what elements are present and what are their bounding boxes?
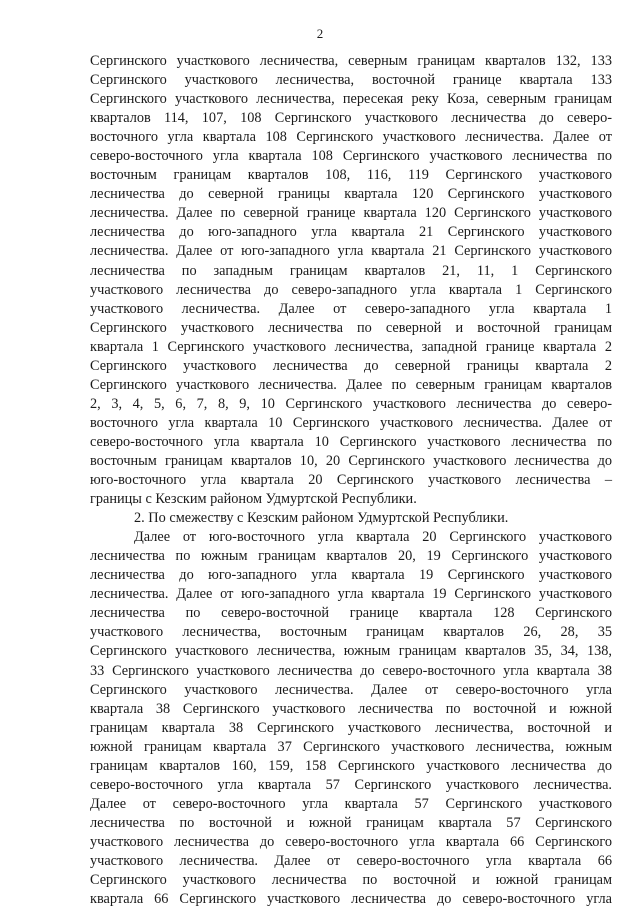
paragraph-boundary-description [90, 52, 612, 509]
text-line: лесничества по северо-восточной границе квартала 128 Сергинского [90, 605, 612, 622]
section-heading: 2. По смежеству с Кезским районом Удмуртской Республики. [134, 510, 509, 527]
text-line: лесничества по восточной и южной границам квартала 57 Сергинского [90, 814, 612, 831]
text-line: Сергинского участкового лесничества, южным границам кварталов 35, 34, 138, [90, 643, 612, 660]
text-line: квартала 1 Сергинского участкового лесничества, западной границе квартала 2 [90, 338, 612, 355]
text-line: восточным границам кварталов 10, 20 Сергинского участкового лесничества до [90, 452, 612, 469]
text-line: участкового лесничества. Далее от северо-восточного угла квартала 66 [90, 852, 612, 869]
text-line: лесничества до юго-западного угла квартала 19 Сергинского участкового [90, 567, 612, 584]
text-line: лесничества по западным границам кварталов 21, 11, 1 Сергинского [90, 262, 612, 279]
text-line: лесничества. Далее от юго-западного угла квартала 21 Сергинского участкового [90, 243, 612, 260]
text-line: Сергинского участкового лесничества, северным границам кварталов 132, 133 [90, 53, 612, 69]
paragraph-boundary-description [90, 528, 612, 909]
text-line: южной границам квартала 37 Сергинского участкового лесничества, южным [90, 738, 612, 755]
text-line: 33 Сергинского участкового лесничества до северо-восточного угла квартала 38 [90, 662, 612, 679]
text-line: Сергинского участкового лесничества по северной и восточной границам [90, 319, 612, 336]
text-line: северо-восточного угла квартала 10 Сергинского участкового лесничества по [90, 433, 612, 450]
text-line: юго-восточного угла квартала 20 Сергинского участкового лесничества – [90, 472, 612, 489]
text-line: восточным границам кварталов 108, 116, 119 Сергинского участкового [90, 167, 612, 184]
text-line: Сергинского участкового лесничества, восточной границе квартала 133 [90, 72, 612, 89]
text-line: 2, 3, 4, 5, 6, 7, 8, 9, 10 Сергинского участкового лесничества до северо- [90, 395, 612, 412]
text-line: лесничества по южным границам кварталов 20, 19 Сергинского участкового [90, 548, 612, 565]
page-number: 2 [316, 26, 324, 41]
text-line: кварталов 114, 107, 108 Сергинского участкового лесничества до северо- [90, 110, 612, 127]
text-line: границам квартала 38 Сергинского участкового лесничества, восточной и [90, 719, 612, 736]
text-line: лесничества. Далее от юго-западного угла квартала 19 Сергинского участкового [90, 586, 612, 603]
text-line: Далее от северо-восточного угла квартала 57 Сергинского участкового [90, 795, 612, 812]
section-heading-paragraph [90, 509, 612, 528]
text-line: Сергинского участкового лесничества до северной границы квартала 2 [90, 357, 612, 374]
text-line: Сергинского участкового лесничества, пересекая реку Коза, северным границам [90, 91, 612, 108]
text-line: восточного угла квартала 10 Сергинского участкового лесничества. Далее от [90, 414, 612, 431]
text-line: участкового лесничества до северо-западного угла квартала 1 Сергинского [90, 281, 612, 298]
text-line: северо-восточного угла квартала 108 Сергинского участкового лесничества по [90, 148, 612, 165]
text-line: Сергинского участкового лесничества. Далее от северо-восточного угла [90, 681, 612, 698]
text-line: лесничества до северной границы квартала 120 Сергинского участкового [90, 186, 612, 203]
text-line: Далее от юго-восточного угла квартала 20 Сергинского участкового [134, 529, 612, 546]
text-line: Сергинского участкового лесничества по восточной и южной границам [90, 872, 612, 889]
text-line: участкового лесничества до северо-восточного угла квартала 66 Сергинского [90, 833, 612, 850]
text-line: северо-восточного угла квартала 57 Сергинского участкового лесничества. [90, 776, 612, 793]
text-line: границам кварталов 160, 159, 158 Сергинского участкового лесничества до [90, 757, 612, 774]
text-line: квартала 66 Сергинского участкового лесничества до северо-восточного угла [90, 891, 612, 908]
text-line: лесничества. Далее по северной границе квартала 120 Сергинского участкового [90, 205, 612, 222]
text-line: участкового лесничества. Далее от северо-западного угла квартала 1 [90, 300, 612, 317]
text-line: границы с Кезским районом Удмуртской Республики. [90, 491, 417, 508]
text-line: Сергинского участкового лесничества. Далее по северным границам кварталов [90, 376, 612, 393]
text-line: лесничества до юго-западного угла квартала 21 Сергинского участкового [90, 224, 612, 241]
text-line: восточного угла квартала 108 Сергинского участкового лесничества. Далее от [90, 129, 612, 146]
document-body [90, 52, 612, 909]
text-line: участкового лесничества, восточным границам кварталов 26, 28, 35 [90, 624, 612, 641]
text-line: квартала 38 Сергинского участкового лесничества по восточной и южной [90, 700, 612, 717]
